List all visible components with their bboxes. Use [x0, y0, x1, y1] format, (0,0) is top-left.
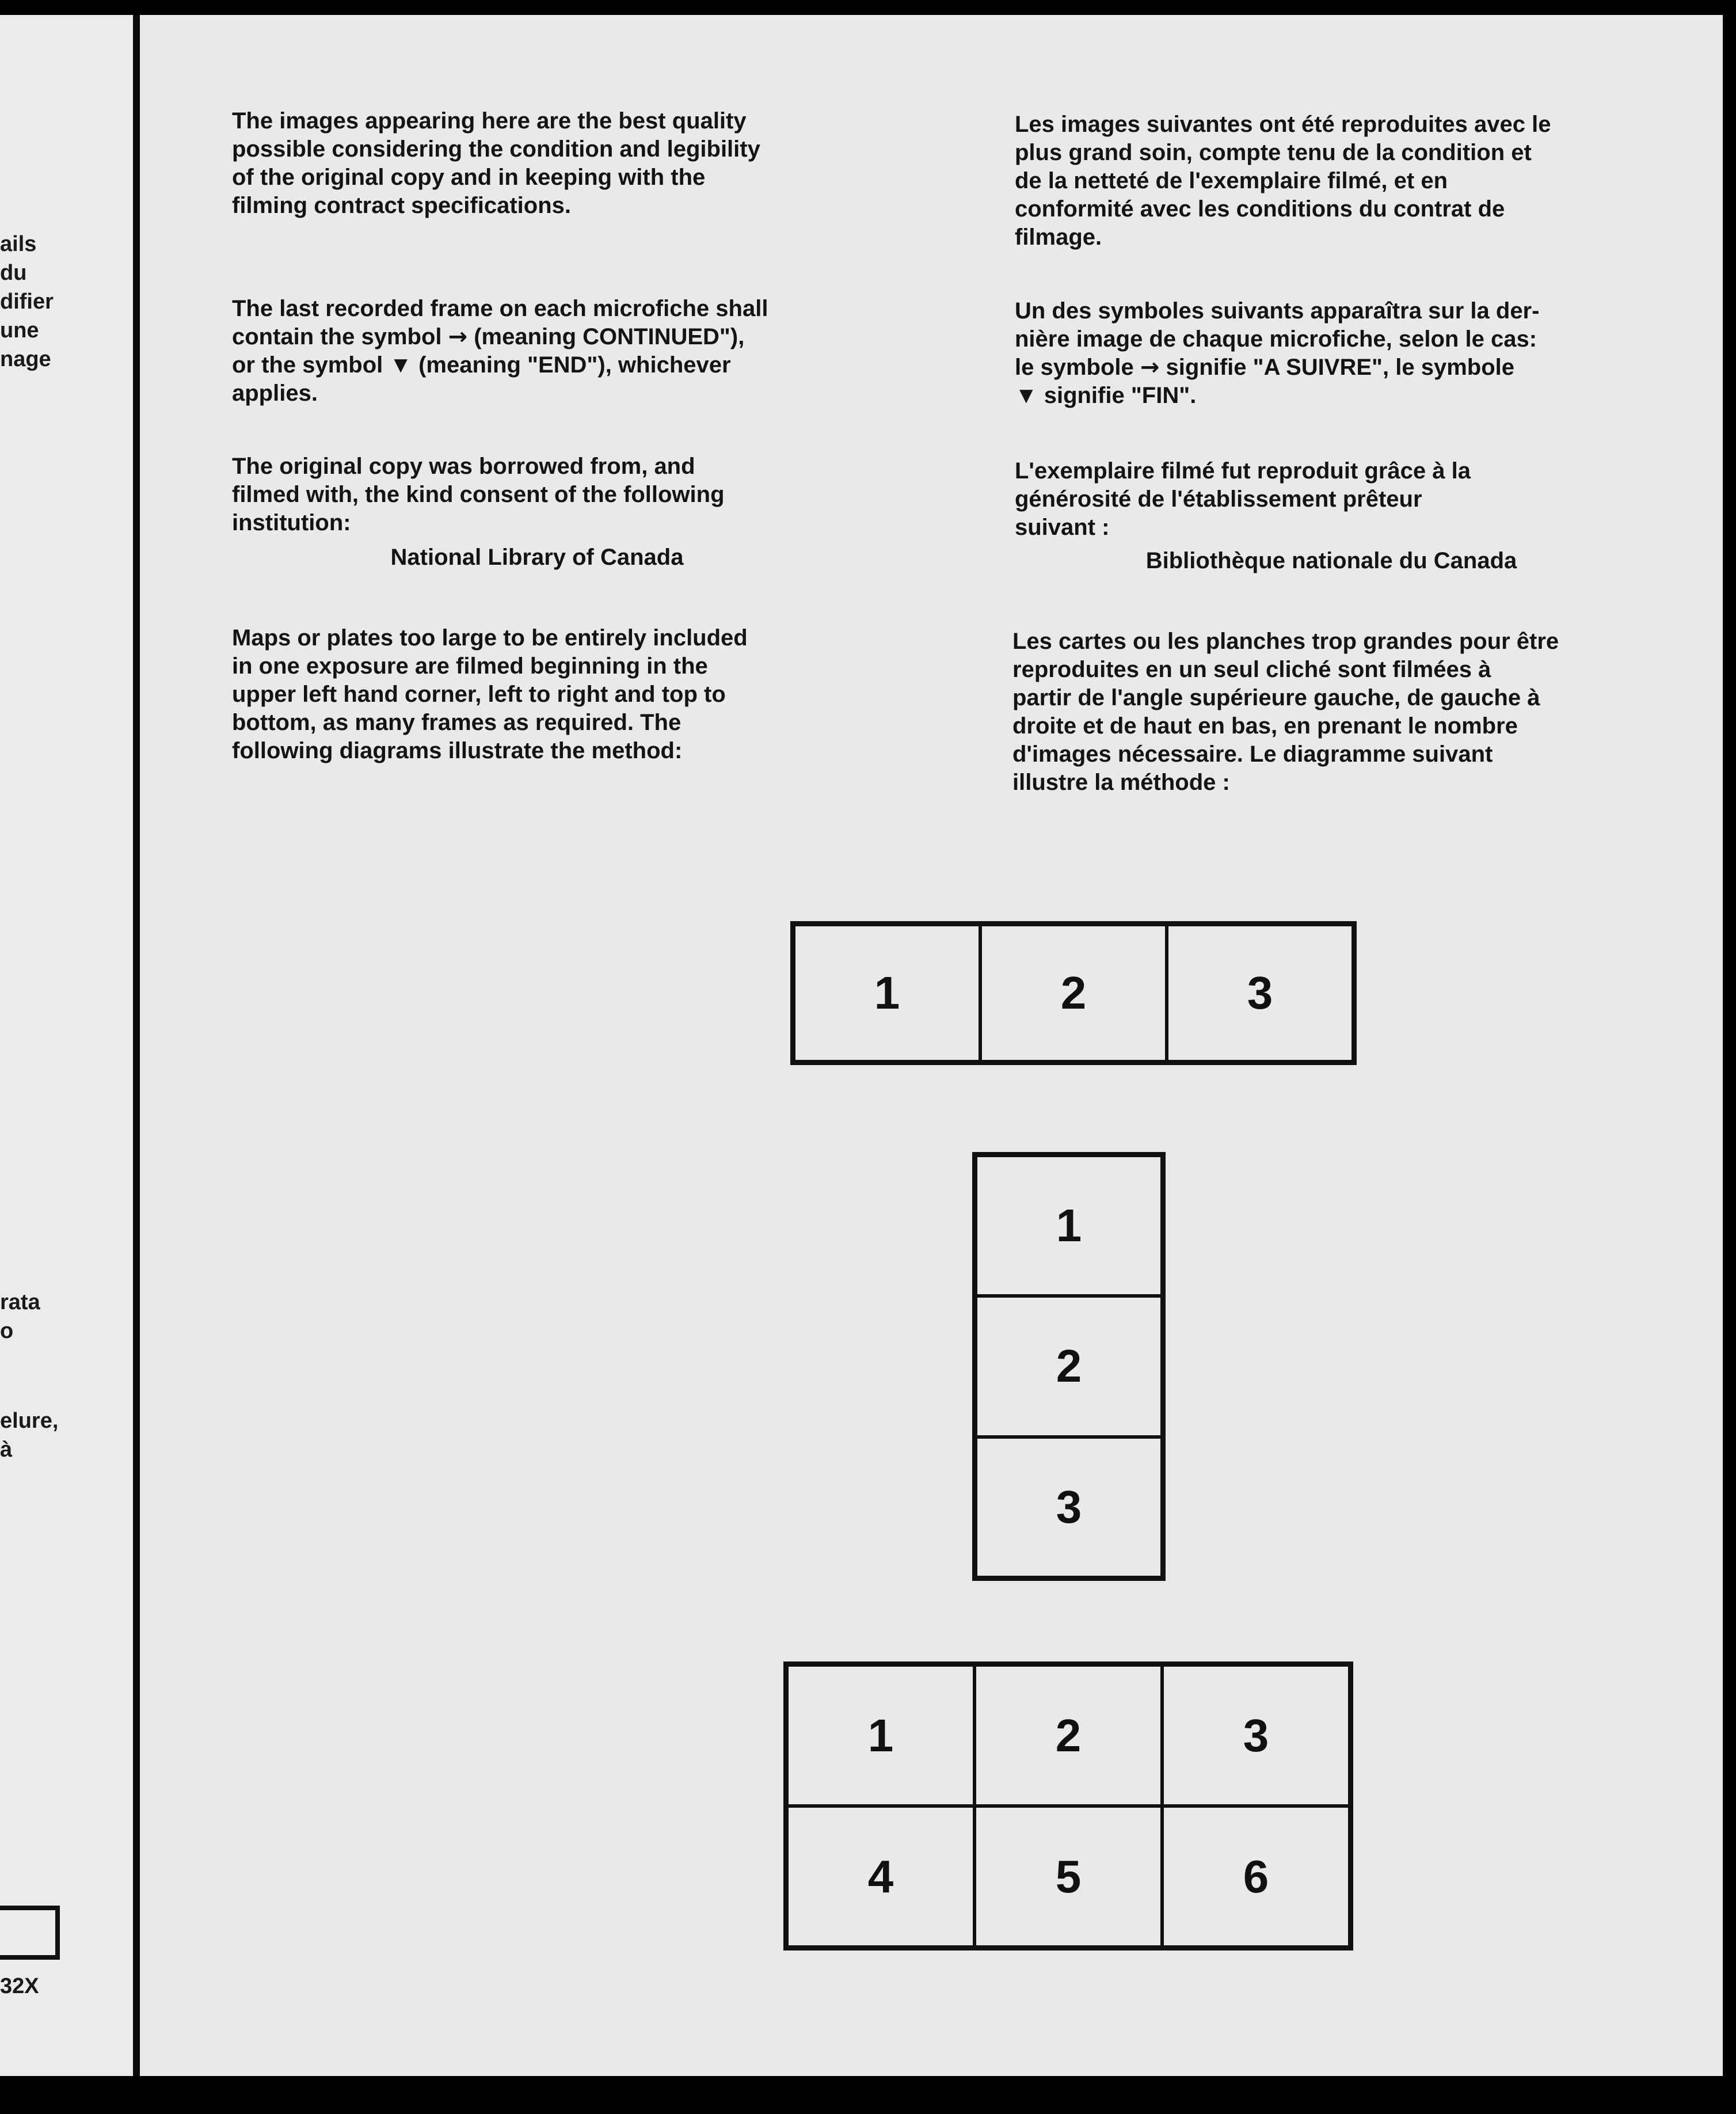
fragment-text: du: [0, 261, 27, 285]
end-triangle-icon: ▼: [1015, 383, 1038, 408]
frame-cell: 3: [1167, 925, 1353, 1062]
fragment-text: 32X: [0, 1974, 39, 1998]
frame-cell: 5: [974, 1806, 1162, 1947]
english-institution-name: National Library of Canada: [390, 545, 684, 570]
french-institution-paragraph: L'exemplaire filmé fut reproduit grâce à la générosité de l'établissement prêteur suivant :: [1015, 458, 1471, 540]
english-method-paragraph: Maps or plates too large to be entirely included in one exposure are filmed beginning in the upper left hand corner, left to right and top to bottom, as many frames as required. The following diagrams illustrate the method:: [232, 625, 748, 763]
fragment-box: [0, 1906, 60, 1960]
frame-cell: 4: [787, 1806, 974, 1947]
end-triangle-icon: ▼: [389, 352, 412, 378]
french-symbol-text-b: signifie "A SUIVRE", le symbole: [1166, 355, 1514, 380]
frame-cell: 6: [1162, 1806, 1350, 1947]
french-institution-name: Bibliothèque nationale du Canada: [1145, 548, 1517, 573]
frame-cell: 3: [1162, 1665, 1350, 1806]
fragment-text: à: [0, 1438, 13, 1462]
fragment-text: o: [0, 1319, 14, 1343]
fragment-text: ails: [0, 232, 37, 256]
diagram-vertical-column: [972, 1152, 1166, 1581]
previous-page-strip: [0, 15, 133, 2076]
english-institution-paragraph: The original copy was borrowed from, and filmed with, the kind consent of the following institution:: [232, 454, 725, 535]
fragment-text: nage: [0, 347, 51, 371]
filming-notice-page: [140, 15, 1723, 2076]
frame-cell: 1: [787, 1665, 974, 1806]
diagram-grid: [783, 1661, 1353, 1950]
english-symbol-paragraph: [232, 295, 768, 408]
fragment-text: une: [0, 318, 39, 343]
french-method-paragraph: Les cartes ou les planches trop grandes pour être reproduites en un seul cliché sont filmées à partir de l'angle supérieure gauche, de gauche à droite et de haut en bas, en prenant le nombre d'images nécessaire. Le diagramme suivant illustre la méthode :: [1012, 629, 1559, 795]
fragment-text: elure,: [0, 1409, 59, 1433]
diagram-horizontal-row: [790, 921, 1357, 1065]
english-quality-paragraph: The images appearing here are the best quality possible considering the condition and legibility of the original copy and in keeping with the filming contract specifications.: [232, 108, 760, 218]
english-symbol-text-b: (meaning CONTINUED"), or the symbol: [232, 324, 745, 378]
frame-cell: 1: [976, 1155, 1162, 1296]
french-quality-paragraph: Les images suivantes ont été reproduites avec le plus grand soin, compte tenu de la condition et de la netteté de l'exemplaire filmé, et en conformité avec les conditions du contrat de filmage.: [1015, 112, 1551, 250]
continued-arrow-icon: →: [448, 324, 468, 350]
frame-cell: 3: [976, 1437, 1162, 1577]
french-symbol-paragraph: [1015, 297, 1539, 410]
english-symbol-text-c: (meaning "END"), whichever applies.: [232, 352, 731, 406]
french-symbol-text-c: signifie "FIN".: [1037, 383, 1197, 408]
frame-cell: 1: [794, 925, 980, 1062]
frame-cell: 2: [980, 925, 1167, 1062]
french-symbol-text-a: Un des symboles suivants apparaîtra sur la der- nière image de chaque microfiche, selon le cas: le symbole: [1015, 298, 1540, 380]
frame-cell: 2: [976, 1296, 1162, 1436]
english-symbol-text-a: The last recorded frame on each microfiche shall contain the symbol: [232, 296, 768, 349]
frame-cell: 2: [974, 1665, 1162, 1806]
fragment-text: difier: [0, 290, 54, 314]
page-divider: [133, 15, 140, 2076]
fragment-text: rata: [0, 1290, 40, 1314]
continued-arrow-icon: →: [1140, 354, 1160, 381]
